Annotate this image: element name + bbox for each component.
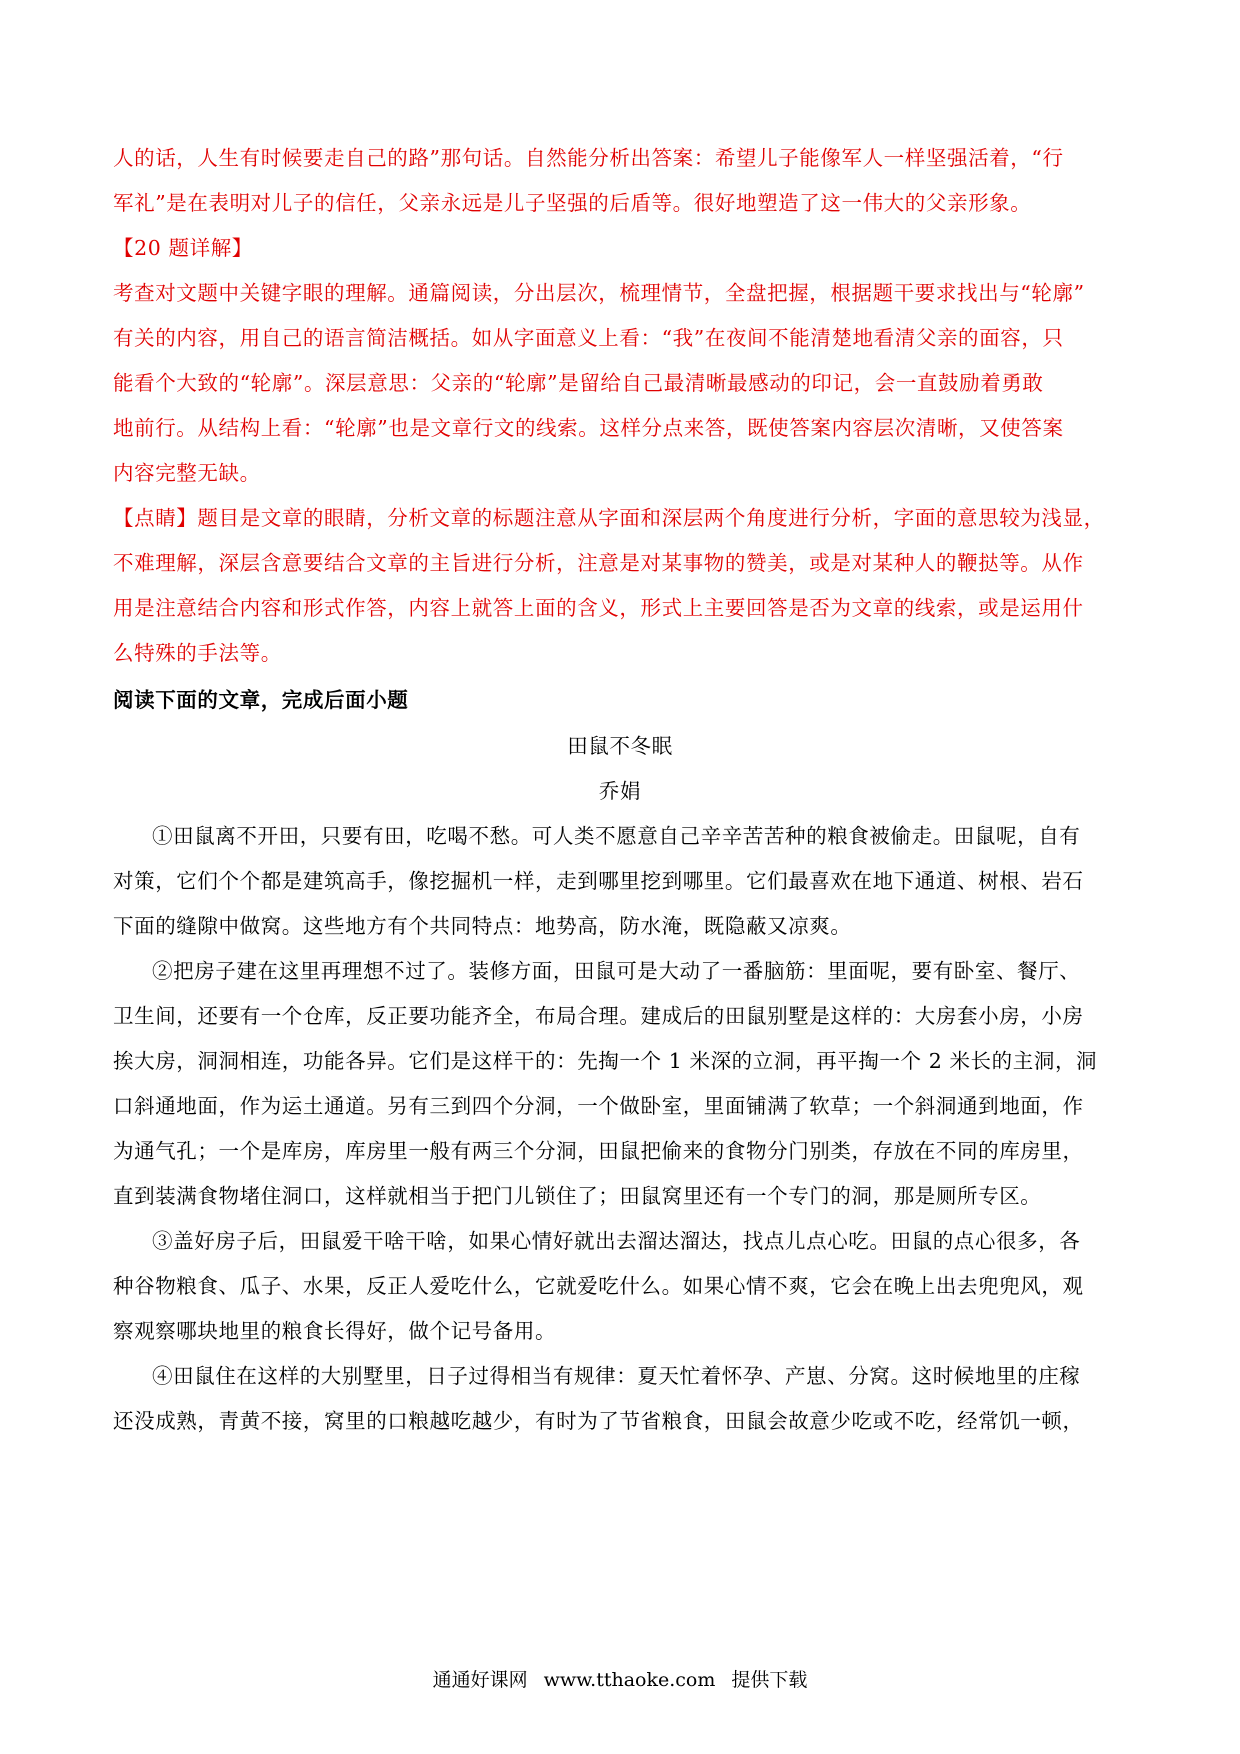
para3-line-3: 察观察哪块地里的粮食长得好，做个记号备用。 — [113, 1319, 557, 1343]
para2-line-6: 直到装满食物堵住洞口，这样就相当于把门儿锁住了；田鼠窝里还有一个专门的洞，那是厕所专区。 — [113, 1184, 1042, 1208]
para2-line-5: 为通气孔；一个是库房，库房里一般有两三个分洞，田鼠把偷来的食物分门别类，存放在不同的库房里， — [113, 1139, 1084, 1163]
article-title: 田鼠不冬眠 — [567, 734, 673, 758]
para2-line-2: 卫生间，还要有一个仓库，反正要功能齐全，布局合理。建成后的田鼠别墅是这样的：大房套小房，小房 — [113, 1004, 1084, 1028]
tip-line-3: 用是注意结合内容和形式作答，内容上就答上面的含义，形式上主要回答是否为文章的线索，或是运用什 — [113, 596, 1084, 620]
q20-line-4: 地前行。从结构上看：“轮廓”也是文章行文的线索。这样分点来答，既使答案内容层次清晰，又使答案 — [113, 416, 1064, 440]
para1-line-1: ①田鼠离不开田，只要有田，吃喝不愁。可人类不愿意自己辛辛苦苦种的粮食被偷走。田鼠呢，自有 — [152, 824, 1081, 848]
para2-line-3: 挨大房，洞洞相连，功能各异。它们是这样干的：先掏一个 1 米深的立洞，再平掏一个 2 米长的主洞，洞 — [113, 1049, 1098, 1073]
para4-line-2: 还没成熟，青黄不接，窝里的口粮越吃越少，有时为了节省粮食，田鼠会故意少吃或不吃，经常饥一顿， — [113, 1409, 1084, 1433]
analysis-line-1: 人的话，人生有时候要走自己的路”那句话。自然能分析出答案：希望儿子能像军人一样坚强活着，“行 — [113, 146, 1064, 170]
article-author: 乔娟 — [598, 779, 642, 803]
tip-line-1: 【点睛】题目是文章的眼睛，分析文章的标题注意从字面和深层两个角度进行分析，字面的意思较为浅显， — [113, 506, 1105, 530]
para2-line-1: ②把房子建在这里再理想不过了。装修方面，田鼠可是大动了一番脑筋：里面呢，要有卧室、餐厅、 — [152, 959, 1081, 983]
para1-line-3: 下面的缝隙中做窝。这些地方有个共同特点：地势高，防水淹，既隐蔽又凉爽。 — [113, 914, 852, 938]
tip-line-4: 么特殊的手法等。 — [113, 641, 282, 665]
reading-instruction: 阅读下面的文章，完成后面小题 — [113, 688, 409, 712]
para4-line-1: ④田鼠住在这样的大别墅里，日子过得相当有规律：夏天忙着怀孕、产崽、分窝。这时候地里的庄稼 — [152, 1364, 1081, 1388]
footer-action-text: 提供下载 — [731, 1669, 808, 1691]
q20-line-1: 考查对文题中关键字眼的理解。通篇阅读，分出层次，梳理情节，全盘把握，根据题干要求找出与“轮廓” — [113, 281, 1085, 305]
page-footer — [0, 1666, 1240, 1694]
analysis-line-2: 军礼”是在表明对儿子的信任，父亲永远是儿子坚强的后盾等。很好地塑造了这一伟大的父亲形象。 — [113, 191, 1032, 215]
q20-line-3: 能看个大致的“轮廓”。深层意思：父亲的“轮廓”是留给自己最清晰最感动的印记，会一直鼓励着勇敢 — [113, 371, 1044, 395]
para2-line-4: 口斜通地面，作为运土通道。另有三到四个分洞，一个做卧室，里面铺满了软草；一个斜洞通到地面，作 — [113, 1094, 1084, 1118]
tip-line-2: 不难理解，深层含意要结合文章的主旨进行分析，注意是对某事物的赞美，或是对某种人的鞭挞等。从作 — [113, 551, 1084, 575]
footer-site-name: 通通好课网 — [432, 1669, 528, 1691]
para3-line-1: ③盖好房子后，田鼠爱干啥干啥，如果心情好就出去溜达溜达，找点儿点心吃。田鼠的点心很多，各 — [152, 1229, 1081, 1253]
q20-line-5: 内容完整无缺。 — [113, 461, 261, 485]
q20-line-2: 有关的内容，用自己的语言简洁概括。如从字面意义上看：“我”在夜间不能清楚地看清父亲的面容，只 — [113, 326, 1064, 350]
q20-heading: 【20 题详解】 — [113, 236, 253, 260]
footer-url-link[interactable]: www.tthaoke.com — [543, 1669, 716, 1691]
para1-line-2: 对策，它们个个都是建筑高手，像挖掘机一样，走到哪里挖到哪里。它们最喜欢在地下通道、树根、岩石 — [113, 869, 1084, 893]
para3-line-2: 种谷物粮食、瓜子、水果，反正人爱吃什么，它就爱吃什么。如果心情不爽，它会在晚上出去兜兜风，观 — [113, 1274, 1084, 1298]
